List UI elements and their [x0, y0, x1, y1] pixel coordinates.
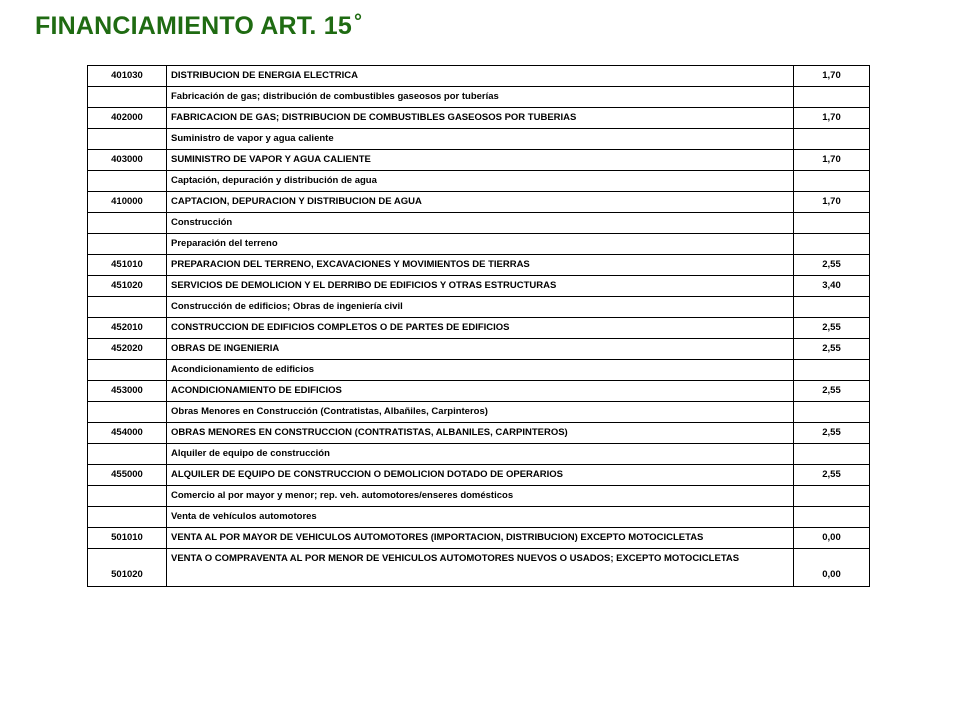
activity-code-cell: 410000: [88, 192, 167, 213]
activity-description-cell: VENTA AL POR MAYOR DE VEHICULOS AUTOMOTORES (IMPORTACION, DISTRIBUCION) EXCEPTO MOTOCICLETAS: [167, 528, 794, 549]
rate-cell: 1,70: [794, 108, 870, 129]
rate-cell: [794, 297, 870, 318]
rate-cell: 2,55: [794, 255, 870, 276]
table-row: [88, 423, 870, 444]
table-row: [88, 297, 870, 318]
activity-description-cell: SERVICIOS DE DEMOLICION Y EL DERRIBO DE EDIFICIOS Y OTRAS ESTRUCTURAS: [167, 276, 794, 297]
activity-description-cell: SUMINISTRO DE VAPOR Y AGUA CALIENTE: [167, 150, 794, 171]
table-row: [88, 486, 870, 507]
table-row: [88, 192, 870, 213]
rate-cell: 1,70: [794, 192, 870, 213]
activity-code-cell: 451010: [88, 255, 167, 276]
activity-rate-table: [87, 65, 870, 587]
table-row: [88, 381, 870, 402]
activity-description-cell: Preparación del terreno: [167, 234, 794, 255]
activity-code-cell: 501010: [88, 528, 167, 549]
activity-description-cell: Venta de vehículos automotores: [167, 507, 794, 528]
activity-code-cell: 455000: [88, 465, 167, 486]
rate-cell: 0,00: [794, 528, 870, 549]
activity-description-cell: VENTA O COMPRAVENTA AL POR MENOR DE VEHICULOS AUTOMOTORES NUEVOS O USADOS; EXCEPTO MOTOCICLETAS: [167, 549, 794, 587]
activity-description-cell: ACONDICIONAMIENTO DE EDIFICIOS: [167, 381, 794, 402]
activity-code-cell: [88, 360, 167, 381]
rate-cell: 1,70: [794, 150, 870, 171]
table-row: [88, 318, 870, 339]
rate-cell: [794, 171, 870, 192]
rate-cell: [794, 213, 870, 234]
activity-description-cell: CAPTACION, DEPURACION Y DISTRIBUCION DE AGUA: [167, 192, 794, 213]
table-row: [88, 150, 870, 171]
rate-cell: 2,55: [794, 465, 870, 486]
activity-code-cell: [88, 297, 167, 318]
rate-cell: 2,55: [794, 381, 870, 402]
table-row: [88, 507, 870, 528]
table-row: [88, 444, 870, 465]
rate-cell: 2,55: [794, 318, 870, 339]
activity-description-cell: Obras Menores en Construcción (Contratistas, Albañiles, Carpinteros): [167, 402, 794, 423]
activity-code-cell: 451020: [88, 276, 167, 297]
activity-description-cell: PREPARACION DEL TERRENO, EXCAVACIONES Y MOVIMIENTOS DE TIERRAS: [167, 255, 794, 276]
activity-description-cell: Alquiler de equipo de construcción: [167, 444, 794, 465]
rate-cell: [794, 444, 870, 465]
activity-code-cell: 501020: [88, 549, 167, 587]
table-row: [88, 255, 870, 276]
page-title-text: FINANCIAMIENTO ART. 15: [35, 12, 352, 40]
activity-code-cell: [88, 486, 167, 507]
rate-cell: 2,55: [794, 339, 870, 360]
page-title: [35, 12, 362, 41]
activity-code-cell: 402000: [88, 108, 167, 129]
activity-code-cell: [88, 129, 167, 150]
rate-cell: 0,00: [794, 549, 870, 587]
rate-cell: [794, 129, 870, 150]
activity-code-cell: 452010: [88, 318, 167, 339]
table-row: [88, 339, 870, 360]
activity-code-cell: [88, 171, 167, 192]
rate-cell: 1,70: [794, 66, 870, 87]
rate-cell: [794, 486, 870, 507]
table-row: [88, 129, 870, 150]
activity-description-cell: Construcción: [167, 213, 794, 234]
page-title-degree: °: [353, 11, 363, 33]
rate-cell: [794, 507, 870, 528]
activity-code-cell: [88, 87, 167, 108]
rate-cell: [794, 234, 870, 255]
activity-code-cell: 452020: [88, 339, 167, 360]
rate-cell: 2,55: [794, 423, 870, 444]
activity-description-cell: Captación, depuración y distribución de agua: [167, 171, 794, 192]
table-row: [88, 171, 870, 192]
activity-description-cell: OBRAS DE INGENIERIA: [167, 339, 794, 360]
table-row: [88, 465, 870, 486]
table-row: [88, 108, 870, 129]
rate-cell: [794, 360, 870, 381]
table-row: [88, 234, 870, 255]
table-row: [88, 549, 870, 587]
activity-code-cell: [88, 234, 167, 255]
table-row: [88, 213, 870, 234]
table-row: [88, 276, 870, 297]
activity-description-cell: Suministro de vapor y agua caliente: [167, 129, 794, 150]
table-row: [88, 402, 870, 423]
activity-description-cell: Comercio al por mayor y menor; rep. veh. automotores/enseres domésticos: [167, 486, 794, 507]
activity-description-cell: Construcción de edificios; Obras de ingeniería civil: [167, 297, 794, 318]
table-row: [88, 360, 870, 381]
activity-description-cell: DISTRIBUCION DE ENERGIA ELECTRICA: [167, 66, 794, 87]
activity-code-cell: 403000: [88, 150, 167, 171]
activity-description-cell: FABRICACION DE GAS; DISTRIBUCION DE COMBUSTIBLES GASEOSOS POR TUBERIAS: [167, 108, 794, 129]
activity-code-cell: 453000: [88, 381, 167, 402]
activity-code-cell: [88, 402, 167, 423]
activity-description-cell: ALQUILER DE EQUIPO DE CONSTRUCCION O DEMOLICION DOTADO DE OPERARIOS: [167, 465, 794, 486]
activity-code-cell: 454000: [88, 423, 167, 444]
activity-code-cell: 401030: [88, 66, 167, 87]
rate-cell: [794, 87, 870, 108]
activity-description-cell: Fabricación de gas; distribución de combustibles gaseosos por tuberías: [167, 87, 794, 108]
rate-cell: 3,40: [794, 276, 870, 297]
activity-description-cell: OBRAS MENORES EN CONSTRUCCION (CONTRATISTAS, ALBANILES, CARPINTEROS): [167, 423, 794, 444]
activity-code-cell: [88, 213, 167, 234]
table-row: [88, 87, 870, 108]
activity-code-cell: [88, 444, 167, 465]
table-row: [88, 528, 870, 549]
table-row: [88, 66, 870, 87]
activity-description-cell: CONSTRUCCION DE EDIFICIOS COMPLETOS O DE PARTES DE EDIFICIOS: [167, 318, 794, 339]
activity-description-cell: Acondicionamiento de edificios: [167, 360, 794, 381]
rate-cell: [794, 402, 870, 423]
activity-code-cell: [88, 507, 167, 528]
